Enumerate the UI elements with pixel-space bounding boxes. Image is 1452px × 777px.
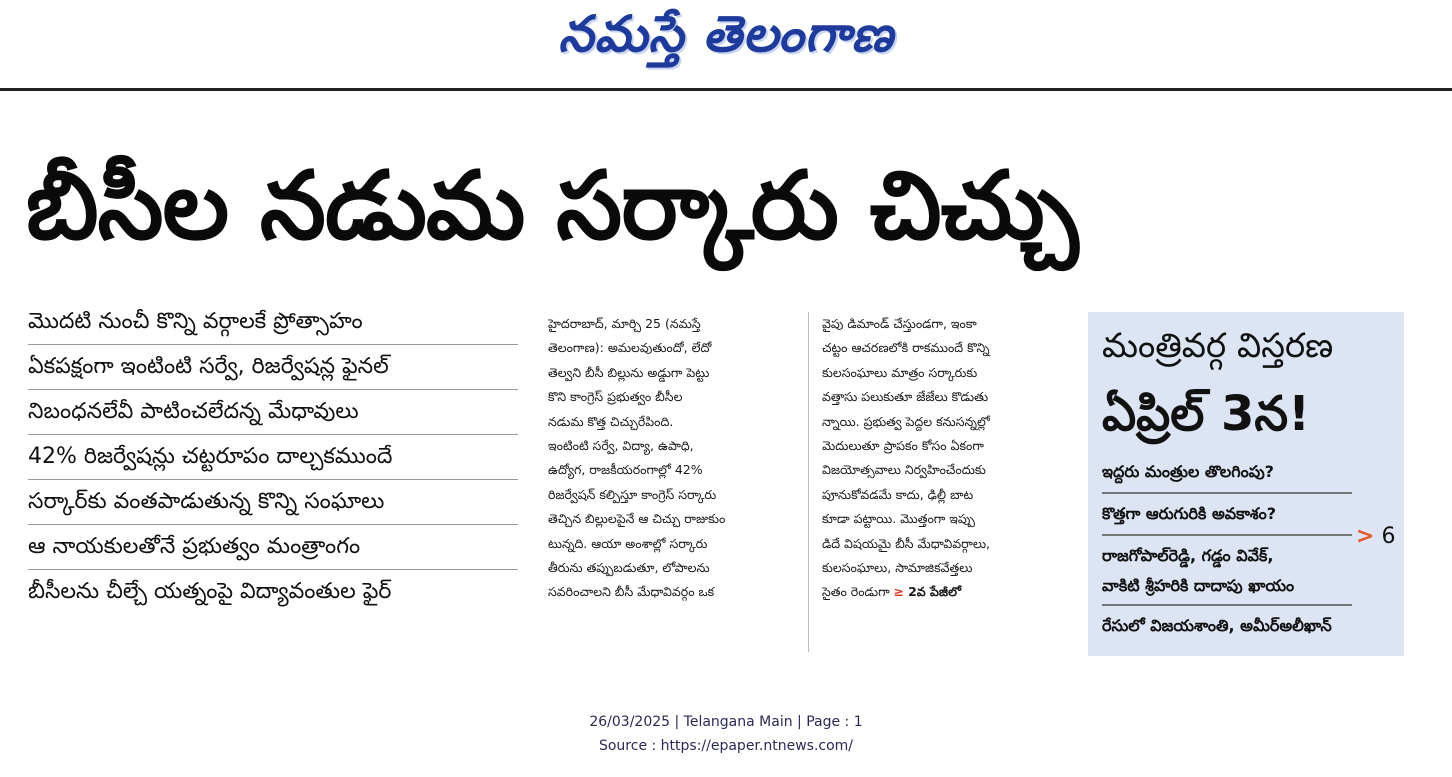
footer-source-line[interactable]: Source : https://epaper.ntnews.com/: [598, 738, 854, 754]
article-line: కొని కాంగ్రెస్ ప్రభుత్వం బీసీల: [548, 389, 683, 405]
article-line: తెల్వని బీసీ బిల్లును అడ్డుగా పెట్టు: [548, 364, 710, 380]
sidebar-divider: [1102, 604, 1352, 606]
column-divider: [808, 312, 809, 652]
article-line: వైపు డిమాండ్ చేస్తుండగా, ఇంకా: [822, 316, 977, 331]
article-line: ఇంటింటి సర్వే, విద్యా, ఉపాధి,: [548, 437, 694, 453]
sidebar-item: రేసులో విజయశాంతి, అమీర్‌అలీఖాన్: [1102, 616, 1332, 635]
article-line-text: సైతం రెండుగా: [822, 584, 890, 600]
article-line-last: [822, 580, 1062, 604]
subhead: సర్కార్‌కు వంతపాడుతున్న కొన్ని సంఘాలు: [28, 480, 518, 525]
masthead-title: నమస్తే తెలంగాణ: [558, 4, 894, 63]
article-line: తెచ్చిన బిల్లులపైనే ఆ చిచ్చు రాజుకుం: [548, 511, 726, 527]
article-line: తెలంగాణ): అమలవుతుందో, లేదో: [548, 340, 712, 356]
footer-date-line: 26/03/2025 | Telangana Main | Page : 1: [589, 714, 863, 730]
sidebar-item: వాకిటి శ్రీహరికి దాదాపు ఖాయం: [1102, 576, 1295, 595]
sidebar-page-number: 6: [1381, 524, 1396, 549]
subhead: ఏకపక్షంగా ఇంటింటి సర్వే, రిజర్వేషన్ల ఫైనల్: [28, 345, 518, 390]
continuation-arrow-icon: ≥: [893, 584, 905, 600]
sidebar-divider: [1102, 492, 1352, 494]
sidebar-item: ఇద్దరు మంత్రుల తొలగింపు?: [1102, 462, 1274, 481]
subhead: 42% రిజర్వేషన్లు చట్టరూపం దాల్చకముందే: [28, 435, 518, 480]
article-line: కూడా పట్టాయి. మొత్తంగా ఇప్పు: [822, 511, 976, 527]
article-line: డిదే విషయమై బీసీ మేధావివర్గాలు,: [822, 535, 990, 551]
subheads: [28, 300, 518, 614]
article-line: హైదరాబాద్, మార్చి 25 (నమస్తే: [548, 316, 701, 331]
headline: బీసీల నడుమ సర్కారు చిచ్చు: [26, 152, 1078, 261]
sidebar-title-line2: ఏప్రిల్ 3న!: [1102, 386, 1310, 442]
sidebar-item: కొత్తగా ఆరుగురికి అవకాశం?: [1102, 504, 1277, 523]
article-column-1: [548, 312, 788, 605]
article-line: న్నాయి. ప్రభుత్వ పెద్దల కనుసన్నల్లో: [822, 413, 990, 429]
article-column-2: [822, 312, 1062, 605]
subhead: ఆ నాయకులతోనే ప్రభుత్వం మంత్రాంగం: [28, 525, 518, 570]
continuation-label[interactable]: 2వ పేజీలో: [908, 584, 961, 600]
article-line: టున్నది. ఆయా అంశాల్లో సర్కారు: [548, 535, 708, 551]
subhead: మొదటి నుంచీ కొన్ని వర్గాలకే ప్రోత్సాహం: [28, 300, 518, 345]
masthead: [0, 0, 1452, 80]
article-line: విజయోత్సవాలు నిర్వహించేందుకు: [822, 462, 986, 478]
article-line: సవరించాలని బీసీ మేధావివర్గం ఒక: [548, 584, 715, 600]
article-line: వత్తాసు పలుకుతూ జేజేలు కొడుతు: [822, 389, 989, 405]
subhead: నిబంధనలేవీ పాటించలేదన్న మేధావులు: [28, 390, 518, 435]
article-line: తీరును తప్పుబడుతూ, లోపాలను: [548, 559, 710, 575]
chevron-right-icon: >: [1356, 524, 1375, 549]
masthead-divider: [0, 88, 1452, 91]
article-line: మెదులుతూ ప్రాపకం కోసం ఏకంగా: [822, 437, 984, 453]
sidebar-title-line1: మంత్రివర్గ విస్తరణ: [1102, 326, 1334, 366]
article-line: కులసంఘాలు మాత్రం సర్కారుకు: [822, 364, 978, 380]
sidebar-item: రాజగోపాల్‌రెడ్డి, గడ్డం వివేక్,: [1102, 546, 1274, 565]
article-line: కులసంఘాలు, సామాజికవేత్తలు: [822, 559, 973, 575]
article-line: రిజర్వేషన్ కల్పిస్తూ కాంగ్రెస్ సర్కారు: [548, 486, 717, 502]
subhead: బీసీలను చీల్చే యత్నంపై విద్యావంతుల ఫైర్: [28, 579, 392, 604]
article-line: నడుమ కొత్త చిచ్చురేపింది.: [548, 413, 674, 429]
sidebar-box: [1088, 312, 1404, 656]
article-line: చట్టం ఆచరణలోకి రాకముందే కొన్ని: [822, 340, 990, 356]
article-line: ఉద్యోగ, రాజకీయరంగాల్లో 42%: [548, 462, 703, 478]
sidebar-page-ref[interactable]: [1356, 524, 1395, 549]
article-line: పూనుకోవడమే కాదు, ఢిల్లీ బాట: [822, 486, 974, 502]
sidebar-divider: [1102, 534, 1352, 536]
